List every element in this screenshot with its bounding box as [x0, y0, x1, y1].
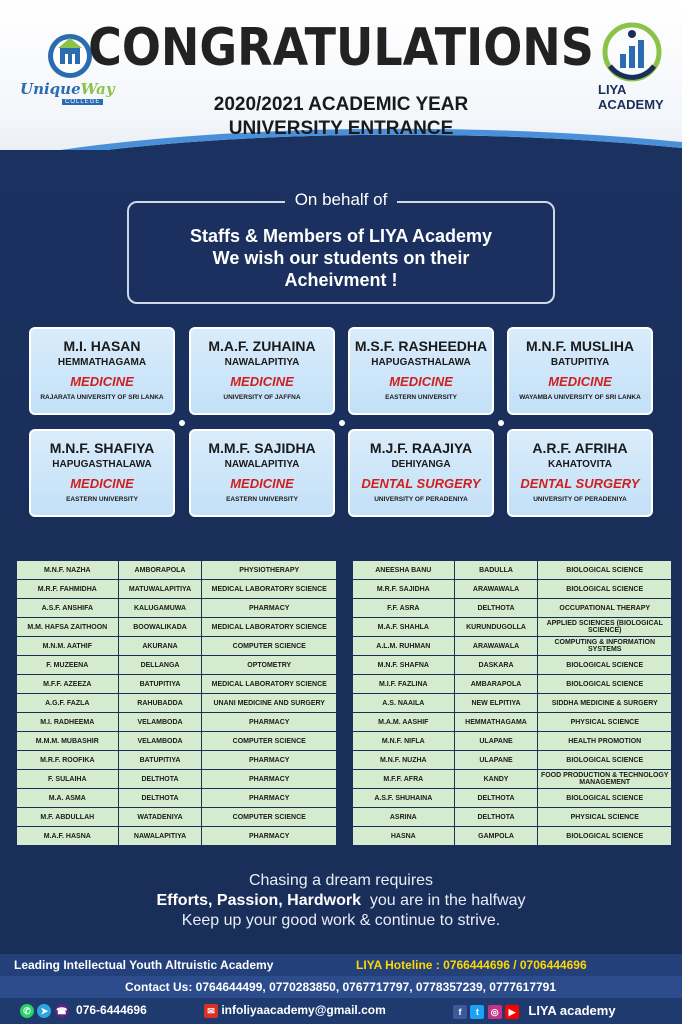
student-name-cell: M.I. RADHEEMA: [17, 713, 119, 732]
student-university: WAYAMBA UNIVERSITY OF SRI LANKA: [519, 394, 641, 401]
town-cell: BOOWALIKADA: [118, 618, 202, 637]
student-course: MEDICINE: [230, 374, 294, 389]
header: [0, 0, 682, 170]
student-town: NAWALAPITIYA: [224, 459, 300, 470]
email-icon[interactable]: ✉: [204, 1004, 218, 1018]
student-card: [29, 327, 175, 415]
separator-dot: [339, 420, 345, 426]
town-cell: DELTHOTA: [454, 808, 538, 827]
course-cell: BIOLOGICAL SCIENCE: [538, 580, 672, 599]
course-cell: UNANI MEDICINE AND SURGERY: [202, 694, 337, 713]
student-university: RAJARATA UNIVERSITY OF SRI LANKA: [40, 394, 164, 401]
course-cell: BIOLOGICAL SCIENCE: [538, 561, 672, 580]
social-brand: [453, 1003, 616, 1019]
course-cell: PHYSICAL SCIENCE: [538, 713, 672, 732]
contact-numbers: Contact Us: 0764644499, 0770283850, 0767717797, 0778357239, 0777617791: [125, 980, 557, 994]
table-row: [353, 618, 672, 637]
phone-number[interactable]: 076-6444696: [76, 1003, 147, 1017]
town-cell: DELTHOTA: [118, 789, 202, 808]
table-row: [353, 580, 672, 599]
course-cell: PHARMACY: [202, 827, 337, 846]
liya-academy-logo-icon: [600, 22, 664, 82]
table-row: [17, 770, 337, 789]
student-name-cell: A.G.F. FAZLA: [17, 694, 119, 713]
hotline: LIYA Hoteline : 0766444696 / 0706444696: [356, 958, 587, 972]
student-university: EASTERN UNIVERSITY: [226, 496, 298, 503]
facebook-icon[interactable]: f: [453, 1005, 467, 1019]
behalf-label: On behalf of: [0, 190, 682, 210]
student-name-cell: M.N.F. SHAFNA: [353, 656, 455, 675]
whatsapp-icon[interactable]: ✆: [20, 1004, 34, 1018]
course-cell: HEALTH PROMOTION: [538, 732, 672, 751]
student-name: M.A.F. ZUHAINA: [208, 338, 316, 354]
student-town: HEMMATHAGAMA: [57, 357, 147, 368]
student-name-cell: M.N.F. NAZHA: [17, 561, 119, 580]
page-title: CONGRATULATIONS: [88, 16, 594, 78]
town-cell: MATUWALAPITIYA: [118, 580, 202, 599]
twitter-icon[interactable]: t: [470, 1005, 484, 1019]
town-cell: VELAMBODA: [118, 713, 202, 732]
town-cell: KALUGAMUWA: [118, 599, 202, 618]
behalf-line-3: Acheivment !: [284, 270, 398, 290]
student-course: DENTAL SURGERY: [520, 476, 640, 491]
behalf-line-1: Staffs & Members of LIYA Academy: [189, 226, 493, 246]
student-name-cell: M.N.M. AATHIF: [17, 637, 119, 656]
student-name-cell: M.M.M. MUBASHIR: [17, 732, 119, 751]
town-cell: ULAPANE: [454, 732, 538, 751]
course-cell: COMPUTER SCIENCE: [202, 732, 337, 751]
student-name-cell: M.N.F. NIFLA: [353, 732, 455, 751]
course-cell: COMPUTER SCIENCE: [202, 637, 337, 656]
student-name-cell: HASNA: [353, 827, 455, 846]
student-name: A.R.F. AFRIHA: [532, 440, 628, 456]
course-cell: MEDICAL LABORATORY SCIENCE: [202, 675, 337, 694]
youtube-icon[interactable]: ▶: [505, 1005, 519, 1019]
table-row: [353, 789, 672, 808]
student-town: HAPUGASTHALAWA: [371, 357, 471, 368]
left-results-table: [16, 560, 337, 846]
course-cell: FOOD PRODUCTION & TECHNOLOGY MANAGEMENT: [538, 770, 672, 789]
town-cell: DELTHOTA: [454, 789, 538, 808]
town-cell: DASKARA: [454, 656, 538, 675]
town-cell: AKURANA: [118, 637, 202, 656]
student-name-cell: M.R.F. FAHMIDHA: [17, 580, 119, 599]
student-name-cell: A.S. NAAILA: [353, 694, 455, 713]
town-cell: BATUPITIYA: [118, 751, 202, 770]
table-row: [17, 656, 337, 675]
town-cell: HEMMATHAGAMA: [454, 713, 538, 732]
table-row: [17, 618, 337, 637]
student-name-cell: A.S.F. SHUHAINA: [353, 789, 455, 808]
student-name-cell: M.F.F. AFRA: [353, 770, 455, 789]
town-cell: DELTHOTA: [118, 770, 202, 789]
town-cell: AMBORAPOLA: [118, 561, 202, 580]
town-cell: DELLANGA: [118, 656, 202, 675]
student-card: [507, 429, 653, 517]
town-cell: KURUNDUGOLLA: [454, 618, 538, 637]
student-course: MEDICINE: [70, 476, 134, 491]
table-row: [353, 694, 672, 713]
student-name-cell: M.I.F. FAZLINA: [353, 675, 455, 694]
course-cell: OPTOMETRY: [202, 656, 337, 675]
student-name-cell: M.A.F. SHAHLA: [353, 618, 455, 637]
student-name-cell: M.R.F. ROOFIKA: [17, 751, 119, 770]
table-row: [353, 561, 672, 580]
student-name: M.N.F. MUSLIHA: [525, 338, 635, 354]
quote-line-3: Keep up your good work & continue to strive.: [181, 912, 501, 929]
course-cell: PHARMACY: [202, 751, 337, 770]
student-university: UNIVERSITY OF JAFFNA: [223, 394, 301, 401]
town-cell: NEW ELPITIYA: [454, 694, 538, 713]
right-logo-name: LIYA ACADEMY: [598, 82, 664, 112]
student-course: MEDICINE: [548, 374, 612, 389]
course-cell: COMPUTING & INFORMATION SYSTEMS: [538, 637, 672, 656]
table-row: [17, 751, 337, 770]
table-row: [353, 751, 672, 770]
quote-emphasis: Efforts, Passion, Hardwork: [156, 892, 361, 909]
student-name: M.S.F. RASHEEDHA: [354, 338, 488, 354]
student-town: BATUPITIYA: [550, 357, 610, 368]
table-row: [17, 732, 337, 751]
table-row: [353, 675, 672, 694]
student-course: DENTAL SURGERY: [361, 476, 481, 491]
brand-name: LIYA academy: [528, 1003, 616, 1018]
student-card: [348, 429, 494, 517]
university-entrance: UNIVERSITY ENTRANCE: [228, 118, 454, 139]
social-phone: [20, 1003, 147, 1018]
course-cell: PHYSICAL SCIENCE: [538, 808, 672, 827]
course-cell: SIDDHA MEDICINE & SURGERY: [538, 694, 672, 713]
academic-year: 2020/2021 ACADEMIC YEAR: [213, 94, 469, 115]
footer-bar-org: [0, 954, 682, 976]
town-cell: WATADENIYA: [118, 808, 202, 827]
town-cell: ARAWAWALA: [454, 580, 538, 599]
quote-line-1: Chasing a dream requires: [248, 872, 434, 889]
student-town: KAHATOVITA: [548, 459, 612, 470]
table-row: [17, 713, 337, 732]
town-cell: VELAMBODA: [118, 732, 202, 751]
student-town: DEHIYANGA: [391, 459, 451, 470]
separator-dot: [179, 420, 185, 426]
course-cell: OCCUPATIONAL THERAPY: [538, 599, 672, 618]
town-cell: GAMPOLA: [454, 827, 538, 846]
student-university: UNIVERSITY OF PERADENIYA: [533, 496, 627, 503]
town-cell: BADULLA: [454, 561, 538, 580]
student-card: [189, 327, 335, 415]
table-row: [353, 827, 672, 846]
course-cell: BIOLOGICAL SCIENCE: [538, 656, 672, 675]
course-cell: COMPUTER SCIENCE: [202, 808, 337, 827]
course-cell: BIOLOGICAL SCIENCE: [538, 751, 672, 770]
table-row: [353, 713, 672, 732]
table-row: [353, 770, 672, 789]
student-name-cell: ANEESHA BANU: [353, 561, 455, 580]
table-row: [17, 561, 337, 580]
student-name-cell: F. MUZEENA: [17, 656, 119, 675]
student-name-cell: M.F.F. AZEEZA: [17, 675, 119, 694]
student-name: M.N.F. SHAFIYA: [49, 440, 155, 456]
town-cell: KANDY: [454, 770, 538, 789]
viber-icon[interactable]: ☎: [56, 1005, 68, 1016]
student-course: MEDICINE: [230, 476, 294, 491]
student-name-cell: M.M. HAFSA ZAITHOON: [17, 618, 119, 637]
table-row: [353, 732, 672, 751]
student-name-cell: M.A.M. AASHIF: [353, 713, 455, 732]
table-row: [17, 694, 337, 713]
table-row: [17, 789, 337, 808]
student-name-cell: M.F. ABDULLAH: [17, 808, 119, 827]
table-row: [353, 637, 672, 656]
left-logo-sub: COLLEGE: [62, 99, 103, 105]
student-university: UNIVERSITY OF PERADENIYA: [374, 496, 468, 503]
town-cell: ULAPANE: [454, 751, 538, 770]
student-town: HAPUGASTHALAWA: [52, 459, 152, 470]
student-name-cell: A.L.M. RUHMAN: [353, 637, 455, 656]
table-row: [17, 808, 337, 827]
course-cell: PHARMACY: [202, 770, 337, 789]
course-cell: PHARMACY: [202, 599, 337, 618]
student-name-cell: M.A.F. HASNA: [17, 827, 119, 846]
student-name: M.J.F. RAAJIYA: [369, 440, 473, 456]
town-cell: NAWALAPITIYA: [118, 827, 202, 846]
instagram-icon[interactable]: ◎: [488, 1005, 502, 1019]
town-cell: ARAWAWALA: [454, 637, 538, 656]
student-name-cell: M.A. ASMA: [17, 789, 119, 808]
quote-rest: you are in the halfway: [369, 892, 526, 909]
student-name-cell: ASRINA: [353, 808, 455, 827]
course-cell: BIOLOGICAL SCIENCE: [538, 827, 672, 846]
quote-line-2: [0, 892, 682, 910]
table-row: [17, 827, 337, 846]
telegram-icon[interactable]: ➤: [37, 1004, 51, 1018]
town-cell: DELTHOTA: [454, 599, 538, 618]
footer-bar-contact: [0, 976, 682, 998]
town-cell: BATUPITIYA: [118, 675, 202, 694]
course-cell: PHYSIOTHERAPY: [202, 561, 337, 580]
course-cell: PHARMACY: [202, 789, 337, 808]
student-town: NAWALAPITIYA: [224, 357, 300, 368]
right-results-table: [352, 560, 672, 846]
student-course: MEDICINE: [389, 374, 453, 389]
student-card: [29, 429, 175, 517]
student-card: [348, 327, 494, 415]
table-row: [17, 675, 337, 694]
email-contact: [204, 1003, 386, 1018]
table-row: [353, 656, 672, 675]
course-cell: PHARMACY: [202, 713, 337, 732]
town-cell: RAHUBADDA: [118, 694, 202, 713]
separator-dot: [498, 420, 504, 426]
student-name-cell: M.R.F. SAJIDHA: [353, 580, 455, 599]
org-name: Leading Intellectual Youth Altruistic Academy: [14, 958, 274, 972]
student-course: MEDICINE: [70, 374, 134, 389]
table-row: [17, 599, 337, 618]
student-university: EASTERN UNIVERSITY: [385, 394, 457, 401]
student-card: [507, 327, 653, 415]
course-cell: BIOLOGICAL SCIENCE: [538, 675, 672, 694]
footer-bar-social: [0, 998, 682, 1024]
course-cell: APPLIED SCIENCES (BIOLOGICAL SCIENCE): [538, 618, 672, 637]
student-name-cell: F.F. ASRA: [353, 599, 455, 618]
email-address[interactable]: infoliyaacademy@gmail.com: [221, 1003, 386, 1017]
course-cell: MEDICAL LABORATORY SCIENCE: [202, 580, 337, 599]
student-university: EASTERN UNIVERSITY: [66, 496, 138, 503]
student-card: [189, 429, 335, 517]
table-row: [353, 808, 672, 827]
table-row: [17, 580, 337, 599]
student-name-cell: M.N.F. NUZHA: [353, 751, 455, 770]
course-cell: MEDICAL LABORATORY SCIENCE: [202, 618, 337, 637]
left-logo-name: UniqueWay: [20, 80, 115, 98]
table-row: [353, 599, 672, 618]
behalf-line-2: We wish our students on their: [212, 248, 470, 268]
student-name: M.I. HASAN: [63, 338, 141, 354]
student-name-cell: F. SULAIHA: [17, 770, 119, 789]
course-cell: BIOLOGICAL SCIENCE: [538, 789, 672, 808]
town-cell: AMBARAPOLA: [454, 675, 538, 694]
table-row: [17, 637, 337, 656]
student-name: M.M.F. SAJIDHA: [208, 440, 316, 456]
student-name-cell: A.S.F. ANSHIFA: [17, 599, 119, 618]
